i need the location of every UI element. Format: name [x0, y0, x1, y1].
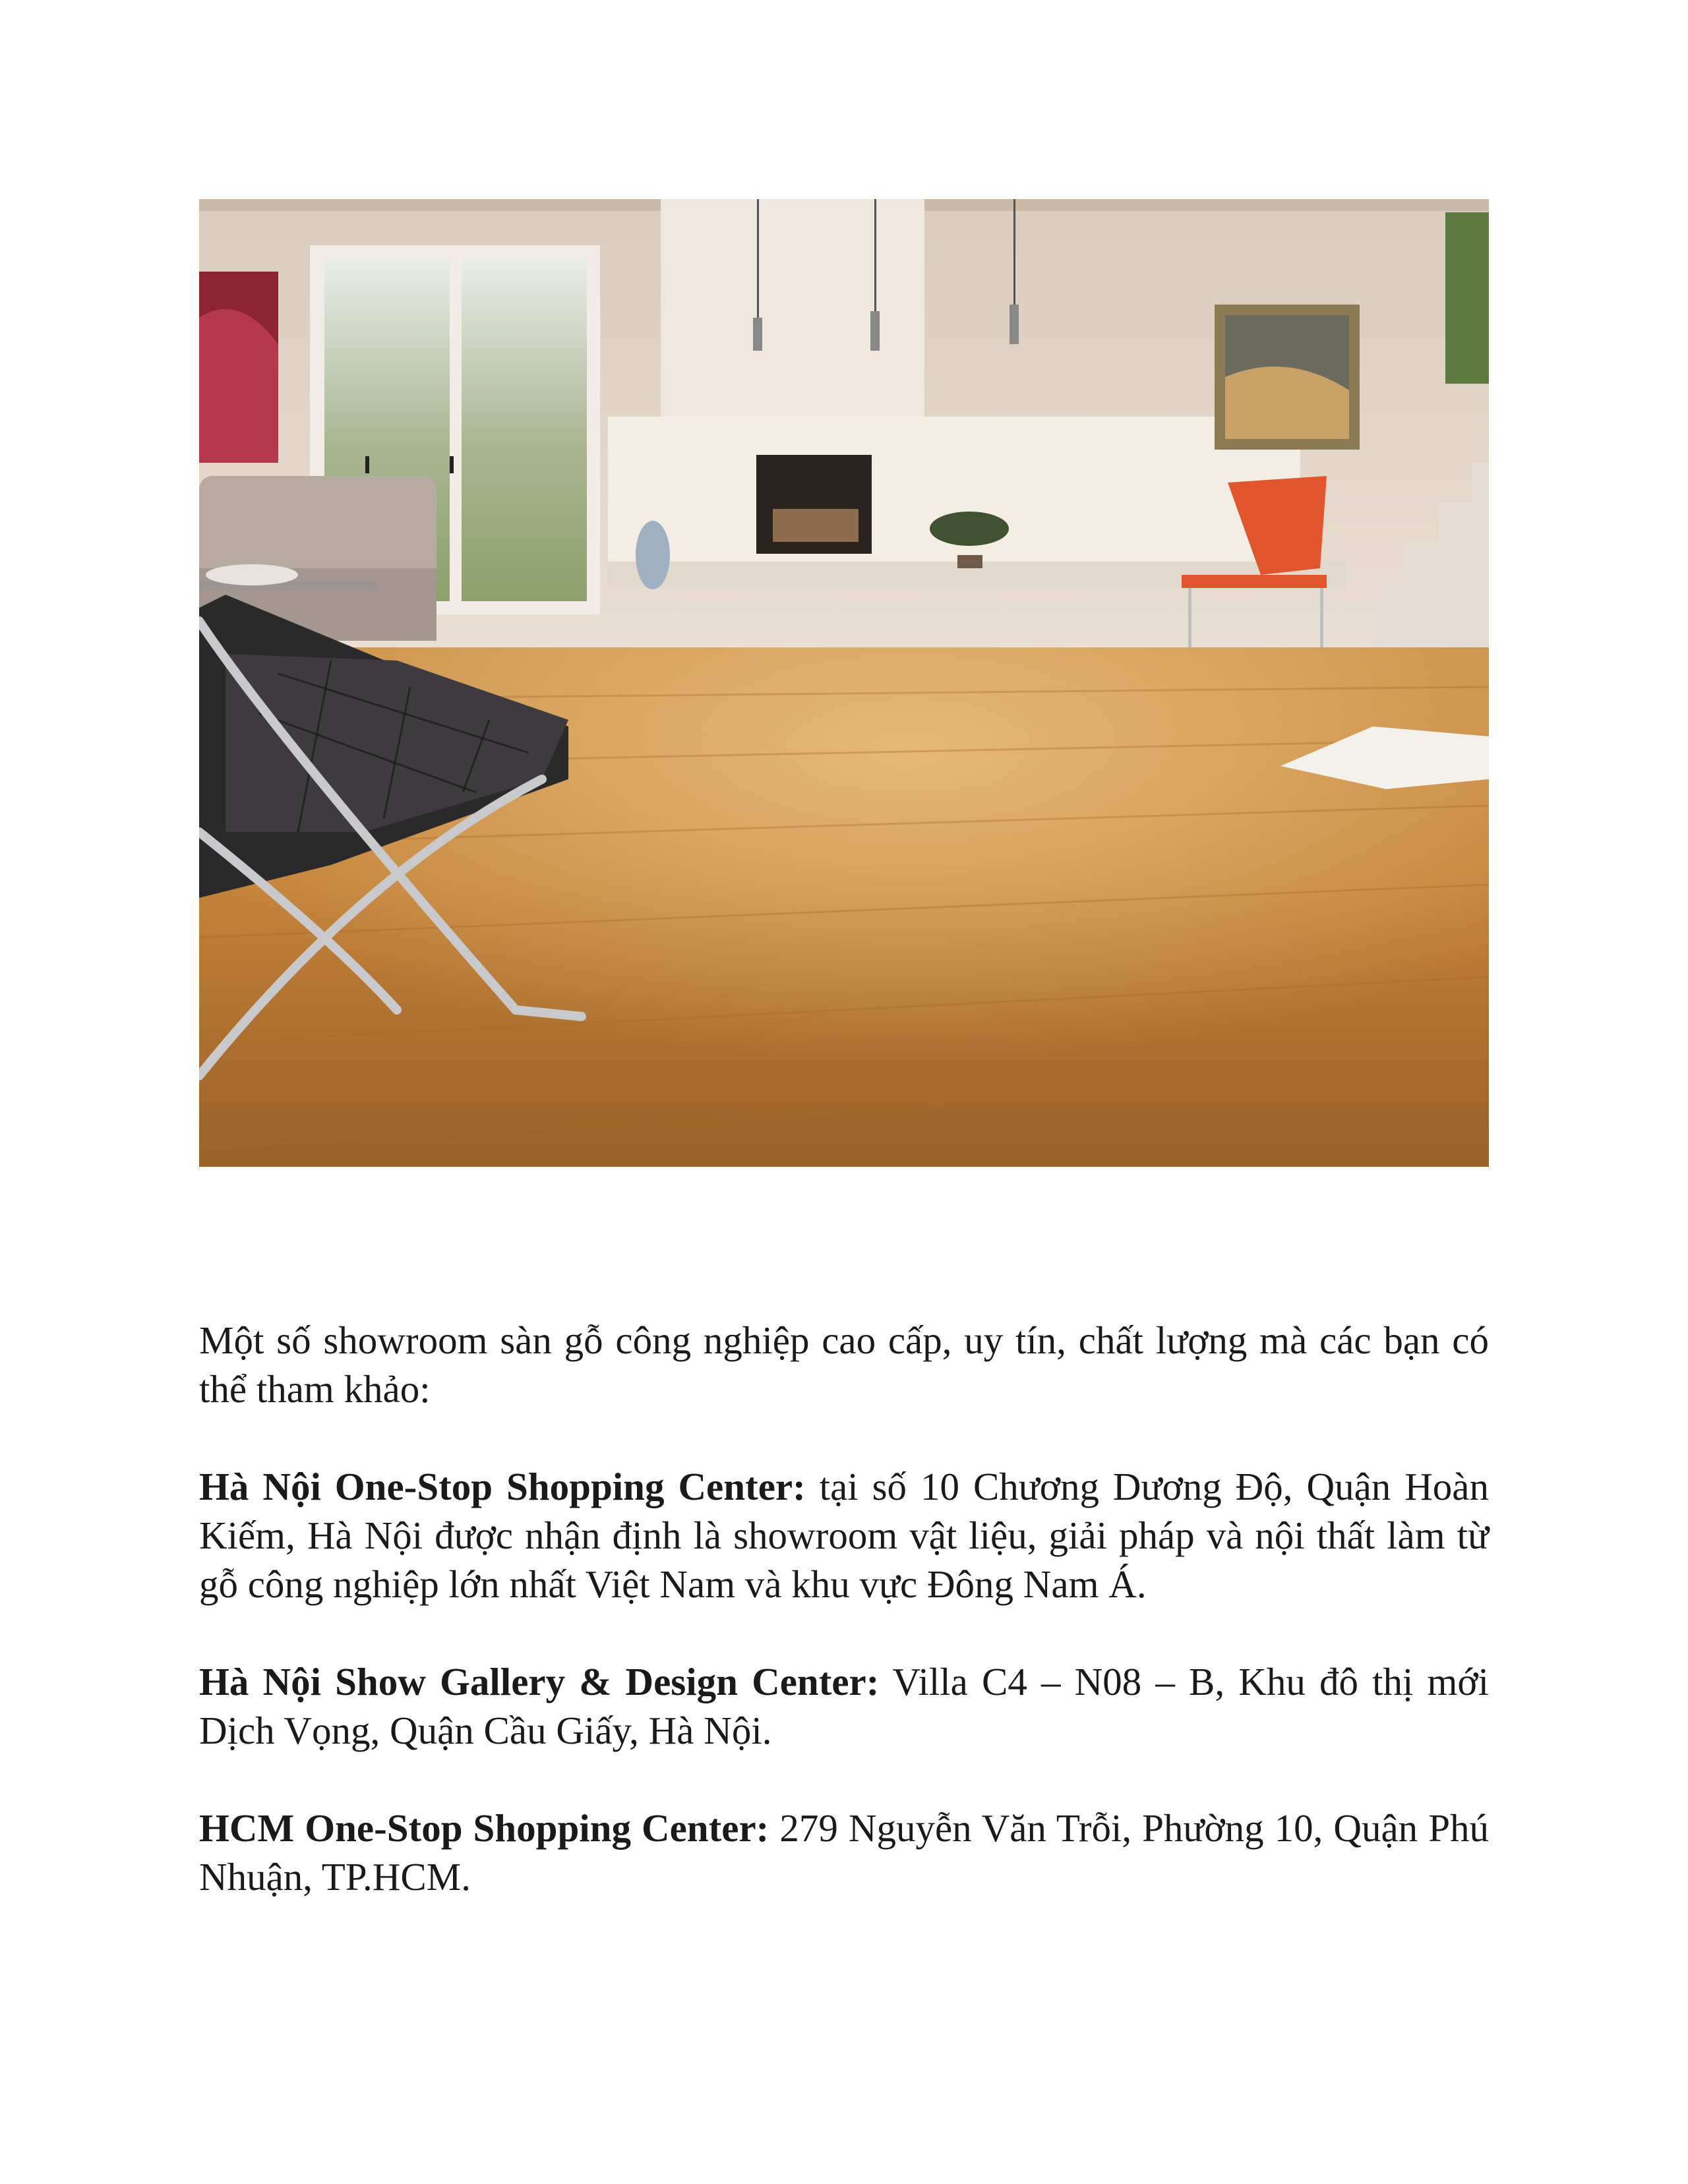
- showroom-paragraph: [199, 1462, 1489, 1608]
- showroom-detail: tại số 10 Chương Dương Độ, Quận Hoàn Kiếm, Hà Nội được nhận định là showroom vật liệu, giải pháp và nội thất làm từ gỗ công nghiệp lớn nhất Việt Nam và khu vực Đông Nam Á.: [199, 1465, 1489, 1606]
- intro-paragraph: Một số showroom sàn gỗ công nghiệp cao cấp, uy tín, chất lượng mà các bạn có thể tham khảo:: [199, 1318, 1489, 1411]
- article-text: [199, 1316, 1489, 1950]
- wood-floor-room-illustration: [199, 199, 1489, 1167]
- showroom-name: HCM One-Stop Shopping Center:: [199, 1806, 769, 1850]
- showroom-detail: 279 Nguyễn Văn Trỗi, Phường 10, Quận Phú Nhuận, TP.HCM.: [199, 1806, 1490, 1899]
- interior-living-room-photo: [199, 199, 1489, 1167]
- showroom-detail: Villa C4 – N08 – B, Khu đô thị mới Dịch Vọng, Quận Cầu Giấy, Hà Nội.: [199, 1660, 1489, 1752]
- showroom-paragraph: [199, 1804, 1489, 1901]
- showroom-paragraph: [199, 1657, 1489, 1755]
- showroom-name: Hà Nội Show Gallery & Design Center:: [199, 1660, 880, 1703]
- showroom-name: Hà Nội One-Stop Shopping Center:: [199, 1465, 806, 1508]
